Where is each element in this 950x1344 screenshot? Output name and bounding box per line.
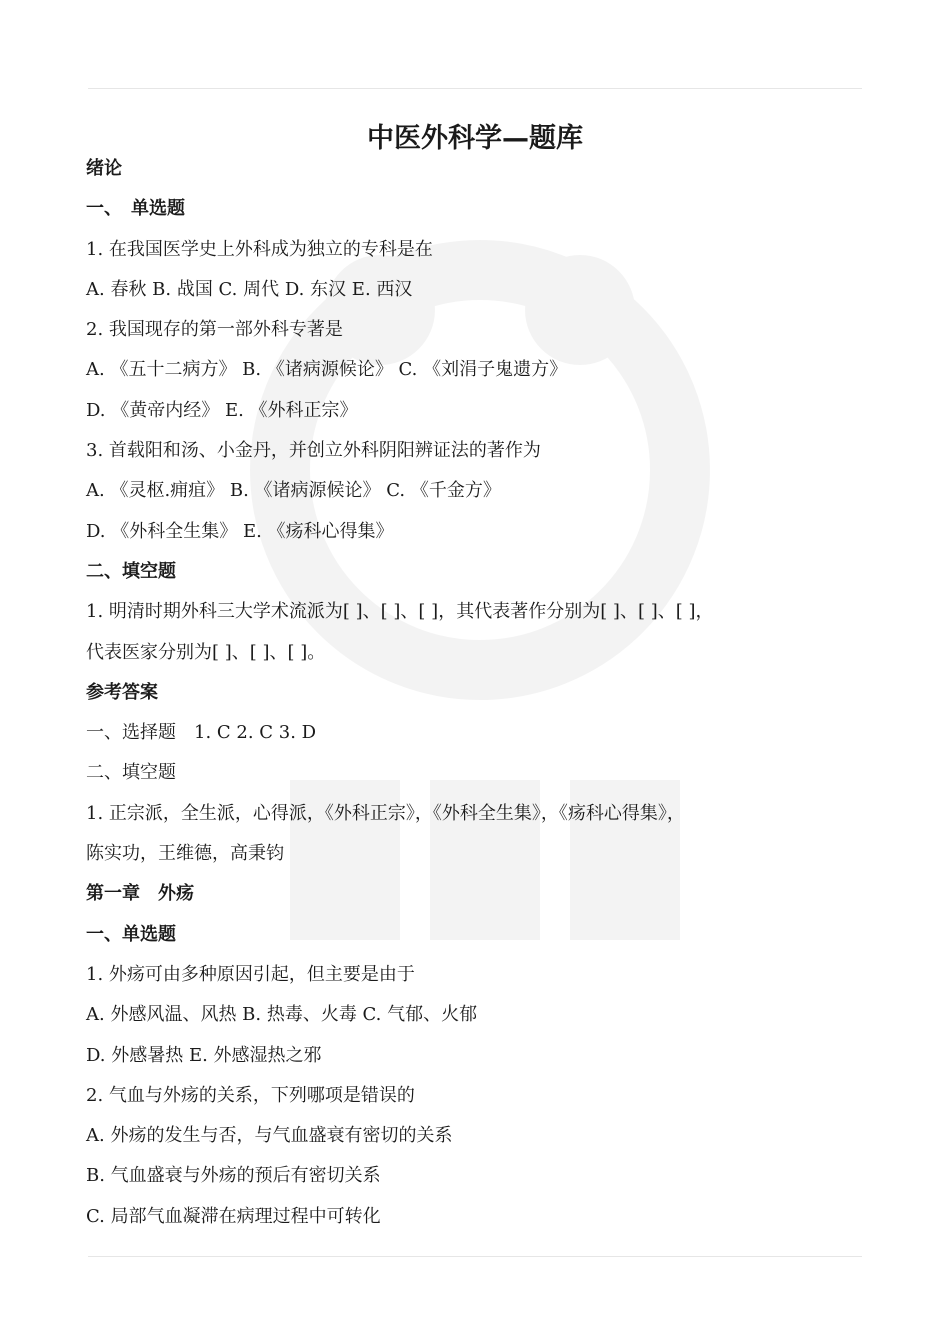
text-line: A. 《灵枢.痈疽》 B. 《诸病源候论》 C. 《千金方》 (86, 480, 501, 502)
text-line: 二、填空题 (86, 762, 176, 784)
text-line: C. 局部气血凝滞在病理过程中可转化 (86, 1205, 381, 1227)
text-line: D. 外感暑热 E. 外感湿热之邪 (86, 1044, 322, 1066)
bottom-rule (88, 1256, 862, 1257)
document-body (86, 149, 876, 1237)
section-heading: 一、 单选题 (86, 198, 185, 220)
text-line: A. 春秋 B. 战国 C. 周代 D. 东汉 E. 西汉 (86, 278, 413, 300)
text-line: 3. 首载阳和汤、小金丹，并创立外科阴阳辨证法的著作为 (86, 440, 541, 462)
top-rule (88, 88, 862, 89)
page-title: 中医外科学—题库 (367, 123, 583, 154)
text-line: A. 外疡的发生与否，与气血盛衰有密切的关系 (86, 1125, 453, 1147)
text-line: 2. 我国现存的第一部外科专著是 (86, 319, 343, 341)
text-line: 1. 外疡可由多种原因引起，但主要是由于 (86, 963, 415, 985)
text-line: A. 《五十二病方》 B. 《诸病源候论》 C. 《刘涓子鬼遗方》 (86, 359, 568, 381)
text-line: A. 外感风温、风热 B. 热毒、火毒 C. 气郁、火郁 (86, 1004, 478, 1026)
text-line: 代表医家分别为[ ]、[ ]、[ ]。 (86, 641, 326, 663)
text-line: D. 《黄帝内经》 E. 《外科正宗》 (86, 399, 358, 421)
text-line: 1. 正宗派，全生派，心得派，《外科正宗》，《外科全生集》，《疡科心得集》， (86, 802, 685, 824)
section-heading: 一、单选题 (86, 923, 176, 945)
text-line: 1. 明清时期外科三大学术流派为[ ]、[ ]、[ ]，其代表著作分别为[ ]、[ ]、[ ]， (86, 601, 714, 623)
section-heading: 二、填空题 (86, 560, 176, 582)
section-heading: 绪论 (86, 158, 122, 179)
text-line: 2. 气血与外疡的关系，下列哪项是错误的 (86, 1084, 415, 1106)
section-heading: 第一章 外疡 (86, 883, 194, 905)
text-line: 一、选择题 1. C 2. C 3. D (86, 722, 317, 744)
text-line: B. 气血盛衰与外疡的预后有密切关系 (86, 1165, 381, 1187)
section-heading: 参考答案 (86, 681, 158, 703)
text-line: 陈实功，王维德，高秉钧 (86, 843, 284, 865)
text-line: D. 《外科全生集》 E. 《疡科心得集》 (86, 520, 394, 542)
text-line: 1. 在我国医学史上外科成为独立的专科是在 (86, 238, 433, 260)
